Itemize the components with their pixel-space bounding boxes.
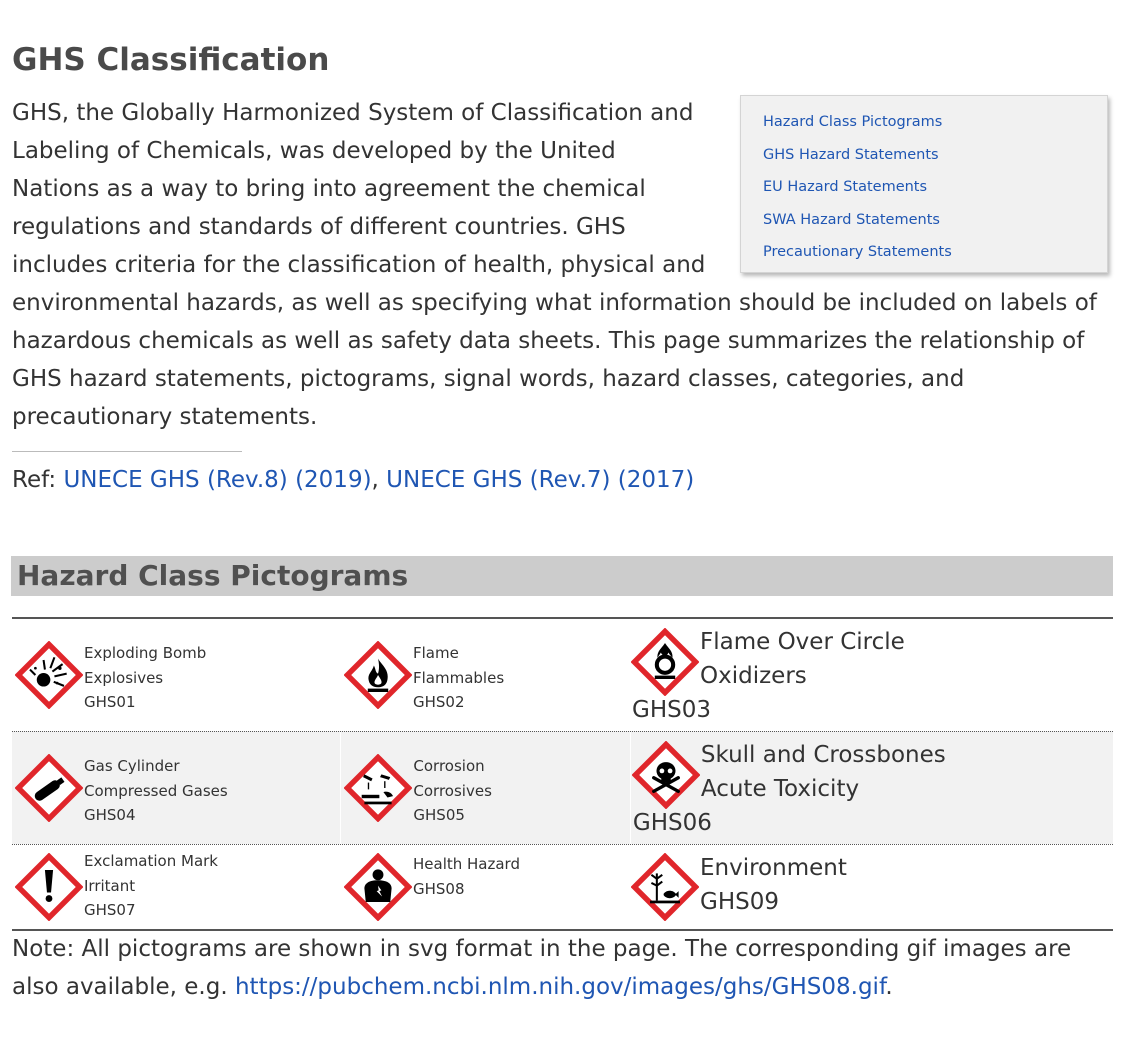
ref-link-rev7[interactable]: UNECE GHS (Rev.7) (2017)	[386, 467, 695, 493]
pictogram-code: GHS04	[84, 806, 136, 824]
note-paragraph	[12, 930, 1117, 1006]
pictogram-name: Corrosion	[413, 757, 485, 775]
toc-link-precautionary-statements[interactable]: Precautionary Statements	[763, 244, 952, 260]
pictogram-cell-ghs03	[630, 619, 1113, 731]
flame-icon	[344, 641, 412, 709]
divider	[12, 451, 242, 452]
pictogram-class: Corrosives	[413, 781, 492, 800]
ref-separator: ,	[371, 467, 387, 493]
pictogram-cell-ghs02	[341, 619, 630, 731]
pictogram-class: Irritant	[84, 876, 136, 895]
environment-icon	[631, 853, 699, 921]
pictogram-name: Gas Cylinder	[84, 757, 180, 775]
pictogram-cell-ghs09	[630, 845, 1113, 929]
ref-label: Ref:	[12, 467, 64, 493]
exclamation-mark-icon	[15, 853, 83, 921]
pictogram-name: Flame	[413, 644, 459, 662]
flame-over-circle-icon	[631, 628, 699, 696]
table-row	[12, 844, 1113, 929]
pictogram-cell-ghs05	[340, 732, 629, 844]
pictogram-cell-ghs06	[630, 732, 1113, 844]
pictogram-class: Flammables	[413, 668, 505, 687]
references	[12, 462, 694, 498]
pictogram-code: GHS09	[700, 889, 779, 915]
intro-paragraph	[12, 94, 1117, 436]
pictogram-name: Environment	[700, 855, 847, 881]
pictogram-code: GHS08	[413, 879, 465, 898]
table-row	[12, 619, 1113, 731]
gas-cylinder-icon	[15, 754, 83, 822]
pictogram-class: Explosives	[84, 668, 164, 687]
health-hazard-icon	[344, 853, 412, 921]
pictogram-cell-ghs08	[341, 845, 630, 929]
pictogram-name: Health Hazard	[413, 855, 520, 873]
pictogram-code: GHS02	[413, 693, 465, 711]
pictogram-class: Oxidizers	[700, 663, 807, 689]
section-heading-pictograms: Hazard Class Pictograms	[11, 556, 1113, 596]
toc-link-swa-hazard-statements[interactable]: SWA Hazard Statements	[763, 211, 940, 228]
pictogram-code: GHS07	[84, 901, 136, 919]
toc-link-hazard-class-pictograms[interactable]: Hazard Class Pictograms	[763, 114, 943, 130]
pictogram-name: Skull and Crossbones	[700, 742, 946, 768]
pictogram-code: GHS01	[84, 693, 136, 711]
pictogram-cell-ghs01	[12, 619, 341, 731]
pictogram-name: Exclamation Mark	[84, 852, 218, 870]
note-gif-link[interactable]: https://pubchem.ncbi.nlm.nih.gov/images/ghs/GHS08.gif	[234, 974, 886, 1000]
page-title: GHS Classification	[12, 42, 330, 78]
corrosion-icon	[344, 754, 412, 822]
intro-text: GHS, the Globally Harmonized System of Classification and Labeling of Chemicals, was developed by the United Nations as a way to bring into agreement the chemical regulations and standards of different countries. GHS includes criteria for the classification of health, physical and environmental hazards, as well as specifying what information should be included on labels of hazardous chemicals as well as safety data sheets. This page summarizes the relationship of GHS hazard statements, pictograms, signal words, hazard classes, categories, and precautionary statements.	[12, 100, 1097, 430]
pictogram-cell-ghs07	[12, 845, 341, 929]
note-text: Note: All pictograms are shown in svg format in the page. The corresponding gif images are also available, e.g.	[12, 936, 1072, 1000]
note-end: .	[885, 974, 893, 1000]
pictogram-code: GHS06	[632, 810, 712, 836]
ref-link-rev8[interactable]: UNECE GHS (Rev.8) (2019)	[63, 467, 372, 493]
pictogram-code: GHS05	[413, 806, 465, 824]
skull-and-crossbones-icon	[632, 741, 700, 809]
pictogram-class: Acute Toxicity	[700, 776, 860, 802]
table-row	[12, 731, 1113, 844]
pictogram-name: Exploding Bomb	[84, 644, 207, 662]
toc-link-eu-hazard-statements[interactable]: EU Hazard Statements	[763, 179, 928, 195]
pictogram-cell-ghs04	[12, 732, 340, 844]
pictogram-table	[12, 617, 1113, 931]
pictogram-class: Compressed Gases	[84, 781, 228, 800]
pictogram-code: GHS03	[632, 697, 711, 723]
pictogram-name: Flame Over Circle	[700, 629, 905, 655]
toc-link-ghs-hazard-statements[interactable]: GHS Hazard Statements	[763, 146, 939, 163]
exploding-bomb-icon	[15, 641, 83, 709]
